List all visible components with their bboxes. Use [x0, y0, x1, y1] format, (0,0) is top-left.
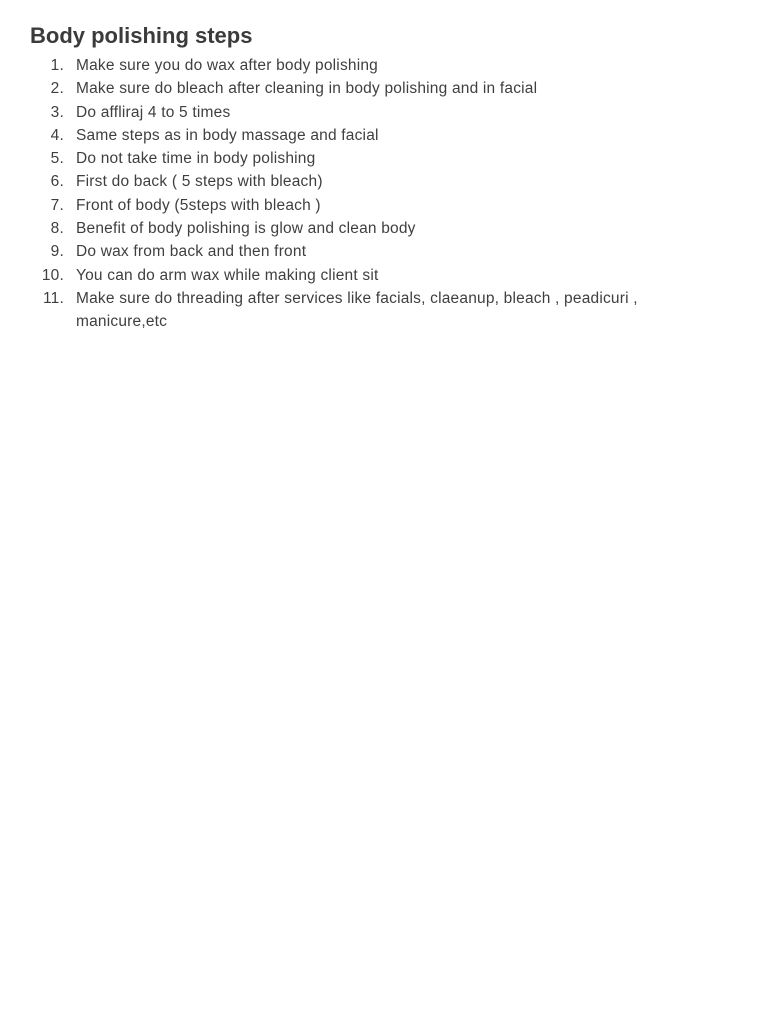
list-item[interactable] [30, 147, 730, 170]
list-item-text[interactable]: First do back ( 5 steps with bleach) [76, 173, 323, 191]
list-item-number: 10. [41, 266, 64, 284]
list-item[interactable] [30, 124, 730, 147]
list-item-number: 3. [50, 103, 64, 121]
list-item[interactable] [30, 287, 730, 334]
list-item[interactable] [30, 217, 730, 240]
note-body[interactable] [30, 20, 730, 334]
list-item-text[interactable]: Do not take time in body polishing [76, 150, 316, 168]
list-item-number: 2. [50, 80, 64, 98]
list-item-number: 7. [50, 196, 64, 214]
list-item-text[interactable]: You can do arm wax while making client sit [76, 266, 379, 284]
list-item[interactable] [30, 54, 730, 77]
list-item-text[interactable]: Do affliraj 4 to 5 times [76, 103, 231, 121]
list-item[interactable] [30, 194, 730, 217]
list-item-number: 9. [50, 243, 64, 261]
list-item-text[interactable]: Front of body (5steps with bleach ) [76, 196, 321, 214]
list-item-number: 6. [50, 173, 64, 191]
steps-list [30, 54, 730, 334]
list-item-text[interactable]: Same steps as in body massage and facial [76, 126, 379, 144]
list-item[interactable] [30, 264, 730, 287]
list-item-number: 5. [50, 150, 64, 168]
list-item[interactable] [30, 101, 730, 124]
list-item-number: 8. [50, 220, 64, 238]
list-item[interactable] [30, 170, 730, 193]
list-item-number: 1. [50, 57, 64, 74]
list-item[interactable] [30, 77, 730, 100]
list-item-text[interactable]: Make sure do threading after services like facials, claeanup, bleach , peadicuri , manicure,etc [76, 289, 638, 331]
list-item-text[interactable]: Make sure you do wax after body polishing [76, 57, 379, 74]
list-item-number: 11. [43, 289, 64, 307]
list-item[interactable] [30, 240, 730, 263]
list-item-text[interactable]: Benefit of body polishing is glow and clean body [76, 220, 416, 238]
list-item-text[interactable]: Make sure do bleach after cleaning in body polishing and in facial [76, 80, 538, 98]
list-item-number: 4. [50, 126, 64, 144]
list-item-text[interactable]: Do wax from back and then front [76, 243, 307, 261]
note-title[interactable]: Body polishing steps [30, 23, 253, 48]
